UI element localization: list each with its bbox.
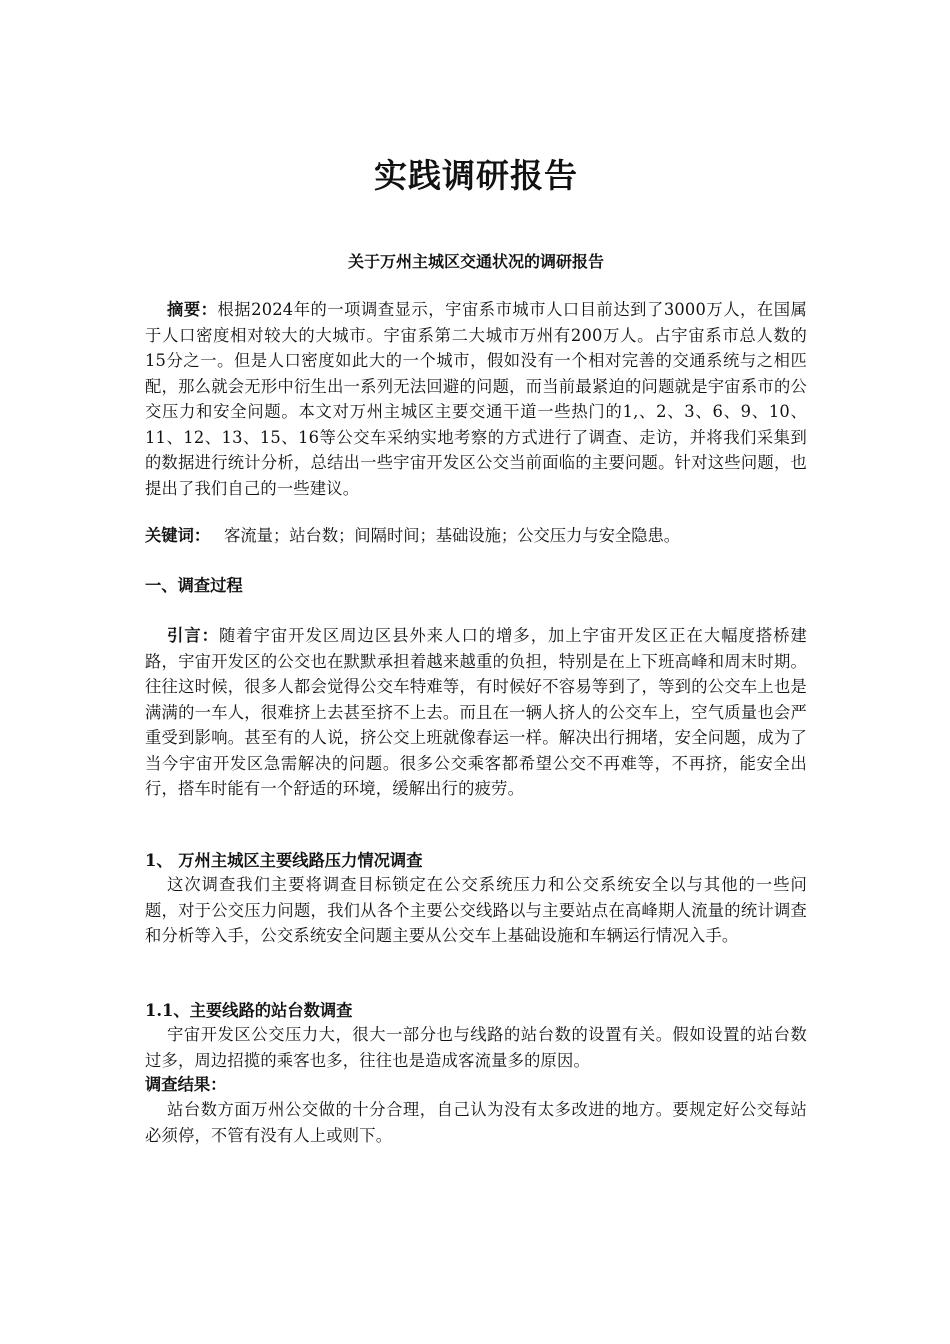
section-heading-investigation: 一、调查过程 [145, 576, 243, 595]
section-heading-station-count: 1.1、主要线路的站台数调查 [145, 1001, 353, 1020]
intro-paragraph [145, 623, 807, 802]
intro-text: 随着宇宙开发区周边区县外来人口的增多，加上宇宙开发区正在大幅度搭桥建路，宇宙开发区的公交也在默默承担着越来越重的负担，特别是在上下班高峰和周末时期。往往这时候，很多人都会觉得公交车特难等，有时候好不容易等到了，等到的公交车上也是满满的一车人，很难挤上去甚至挤不上去。而且在一辆人挤人的公交车上，空气质量也会严重受到影响。甚至有的人说，挤公交上班就像春运一样。解决出行拥堵，安全问题，成为了当今宇宙开发区急需解决的问题。很多公交乘客都希望公交不再难等，不再挤，能安全出行，搭车时能有一个舒适的环境，缓解出行的疲劳。 [145, 626, 807, 798]
document-subtitle: 关于万州主城区交通状况的调研报告 [347, 252, 604, 271]
keywords-label: 关键词： [145, 526, 211, 545]
result-label: 调查结果： [145, 1075, 227, 1094]
abstract-text: 根据2024年的一项调查显示，宇宙系市城市人口目前达到了3000万人，在国属于人口密度相对较大的大城市。宇宙系第二大城市万州有200万人。占宇宙系市总人数的15分之一。但是人口密度如此大的一个城市，假如没有一个相对完善的交通系统与之相匹配，那么就会无形中衍生出一系列无法回避的问题，而当前最紧迫的问题就是宇宙系市的公交压力和安全问题。本文对万州主城区主要交通干道一些热门的1,、2、3、6、9、10、11、12、13、15、16等公交车采纳实地考察的方式进行了调查、走访，并将我们采集到的数据进行统计分析，总结出一些宇宙开发区公交当前面临的主要问题。针对这些问题，也提出了我们自己的一些建议。 [145, 300, 807, 498]
abstract-label: 摘要： [167, 300, 218, 319]
document-title: 实践调研报告 [374, 156, 578, 195]
route-pressure-paragraph: 这次调查我们主要将调查目标锁定在公交系统压力和公交系统安全以与其他的一些问题，对于公交压力问题，我们从各个主要公交线路以与主要站点在高峰期人流量的统计调查和分析等入手，公交系统安全问题主要从公交车上基础设施和车辆运行情况入手。 [145, 875, 807, 945]
station-count-paragraph: 宇宙开发区公交压力大，很大一部分也与线路的站台数的设置有关。假如设置的站台数过多，周边招揽的乘客也多，往往也是造成客流量多的原因。 [145, 1025, 807, 1070]
keywords-line [145, 523, 807, 548]
abstract-paragraph [145, 297, 807, 501]
intro-label: 引言： [167, 626, 219, 645]
keywords-text: 客流量；站台数；间隔时间；基础设施；公交压力与安全隐患。 [224, 526, 681, 545]
section-heading-route-pressure: 1、 万州主城区主要线路压力情况调查 [145, 851, 423, 870]
result-paragraph: 站台数方面万州公交做的十分合理，自己认为没有太多改进的地方。要规定好公交每站必须停，不管有没有人上或则下。 [145, 1100, 807, 1145]
